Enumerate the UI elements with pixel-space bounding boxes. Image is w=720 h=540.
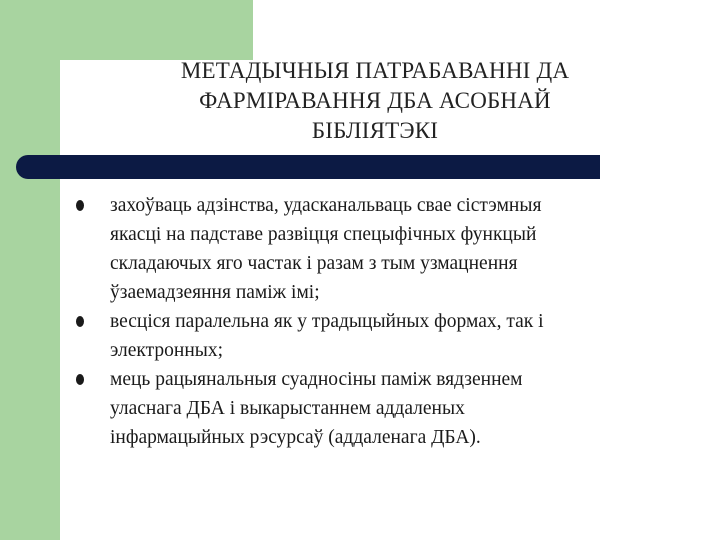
bullet-line: весціся паралельна як у традыцыйных формах, так і	[110, 311, 544, 332]
slide-title-line: ФАРМІРАВАННЯ ДБА АСОБНАЙ	[199, 88, 551, 113]
left-green-strip	[0, 0, 60, 540]
top-green-block	[60, 0, 253, 60]
title-divider-bar	[16, 155, 600, 179]
bullet-text	[110, 191, 676, 307]
bullet-line: уласнага ДБА і выкарыстаннем аддаленых	[110, 398, 465, 419]
bullet-dot-icon	[76, 316, 84, 327]
bullet-line: якасці на падставе развіцця спецыфічных функцый	[110, 224, 537, 245]
bullet-dot-icon	[76, 374, 84, 385]
bullet-text	[110, 365, 676, 452]
bullet-item	[76, 307, 676, 365]
bullet-item	[76, 191, 676, 307]
bullet-line: мець рацыянальныя суадносіны паміж вядзеннем	[110, 369, 523, 390]
bullet-line: захоўваць адзінства, удасканальваць свае сістэмныя	[110, 195, 542, 216]
bullet-line: ўзаемадзеяння паміж імі;	[110, 282, 320, 303]
slide-title	[90, 56, 660, 146]
bullet-text	[110, 307, 676, 365]
slide-title-line: БІБЛІЯТЭКІ	[311, 118, 439, 143]
bullet-list	[76, 191, 676, 452]
bullet-item	[76, 365, 676, 452]
bullet-line: складаючых яго частак і разам з тым узмацнення	[110, 253, 518, 274]
bullet-line: інфармацыйных рэсурсаў (аддаленага ДБА).	[110, 427, 481, 448]
slide-title-line: МЕТАДЫЧНЫЯ ПАТРАБАВАННІ ДА	[180, 58, 570, 83]
bullet-dot-icon	[76, 200, 84, 211]
bullet-line: электронных;	[110, 340, 224, 361]
